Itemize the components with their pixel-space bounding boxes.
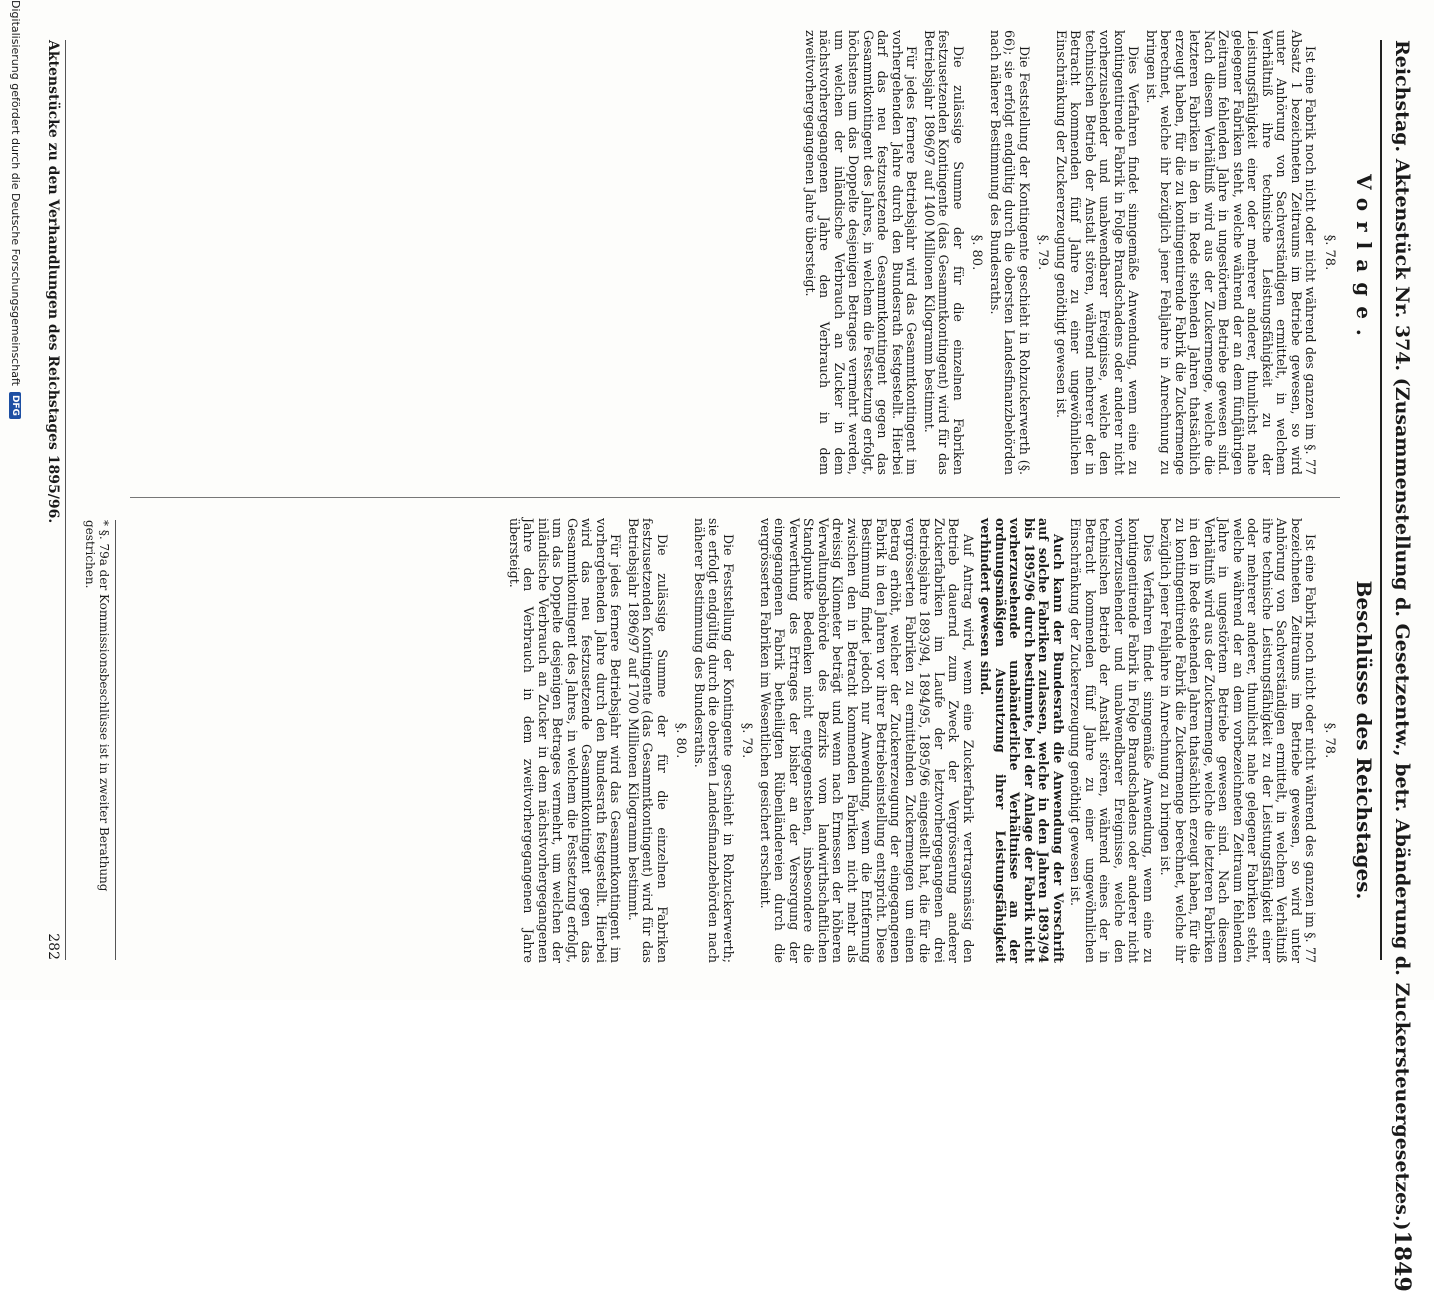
paragraph: Die Feststellung der Kontingente geschieht in Rohzuckerwerth (§. 66); sie erfolgt endgültig durch die obersten Landesfinanzbehörden nach näherer Bestimmung des Bundesraths. <box>988 30 1032 475</box>
section-heading: §. 78. <box>1322 722 1337 759</box>
page-header <box>1380 40 1422 1292</box>
section-heading: §. 80. <box>673 722 689 759</box>
paragraph: Dies Verfahren findet sinngemäße Anwendung, wenn eine zu kontingentirende Fabrik in Folge Brandschadens oder anderer nicht vorherzusehender und unabwendbarer Ereignisse, welche den technischen Betrieb der Anstalt stören, während mehrerer der in Betracht kommenden fünf Jahre zu einer ungewöhnlichen Einschränkung der Zuckererzeugung genöthigt gewesen ist. <box>1054 30 1142 475</box>
paragraph: Die zulässige Summe der für die einzelnen Fabriken festzusetzenden Kontingente (das Gesammtkontingent) wird für das Betriebsjahr 1896/97 auf 1700 Millionen Kilogramm bestimmt. <box>626 518 670 963</box>
dfg-logo-icon: DFG <box>10 392 22 419</box>
paragraph: Die Feststellung der Kontingente geschieht in Rohzuckerwerth; sie erfolgt endgültig durch die obersten Landesfinanzbehörden nach näherer Bestimmung des Bundesraths. <box>692 518 736 963</box>
paragraph-bold-amendment: Auch kann der Bundesrath die Anwendung der Vorschrift auf solche Fabriken zulassen, welche in den Jahren 1893/94 bis 1895/96 durch bestimmte, bei der Anlage der Fabrik nicht vorherzusehende unabänderliche Verhältnisse an der ordnungsmäßigen Ausnutzung ihrer Leistungsfähigkeit verhindert gewesen sind. <box>978 518 1066 963</box>
section-heading: §. 80. <box>969 234 985 271</box>
left-column-vorlage <box>800 30 1341 475</box>
paragraph: Dies Verfahren findet sinngemäße Anwendung, wenn eine zu kontingentirende Fabrik in Folge Brandschadens oder anderer nicht vorherzusehender und unabwendbarer Ereignisse, welche den technischen Betrieb der Anstalt stören, während eines der in Betracht kommenden fünf Jahre zu einer ungewöhnlichen Einschränkung der Zuckererzeugung genöthigt gewesen ist. <box>1068 518 1156 963</box>
footnote: * §. 79a der Kommissionsbeschlüsse ist in zweiter Berathung gestrichen. <box>83 520 116 960</box>
paragraph: Für jedes fernere Betriebsjahr wird das Gesammtkontingent im vorhergehenden Jahre durch den Bundesrath festgestellt. Hierbei darf das neu festzusetzende Gesammtkontingent gegen das Gesammtkontingent des Jahres, in welchem die Festsetzung erfolgt, höchstens um das Doppelte desjenigen Betrages vermehrt werden, um welchen der inländische Verbrauch an Zucker in dem nächstvorhergegangenen Jahre den Verbrauch in dem zweitvorhergegangenen Jahre übersteigt. <box>803 30 920 475</box>
header-page-number: 1849 <box>1389 1230 1415 1292</box>
footer-text: Aktenstücke zu den Verhandlungen des Reichstages 1895/96. <box>45 40 61 524</box>
section-heading: §. 79. <box>1035 234 1051 271</box>
footer-page-number: 282 <box>45 933 61 960</box>
paragraph: Ist eine Fabrik noch nicht oder nicht während des ganzen im §. 77 Absatz 1 bezeichneten Zeitraums im Betriebe gewesen, so wird unter Anhörung von Sachverständigen ermittelt, in welchem Verhältniß ihre technische Leistungsfähigkeit zu der Leistungsfähigkeit einer oder mehrerer anderer, thunlichst nahe gelegener Fabriken steht, welche während der an dem fünfjährigen Zeitraum fehlenden Jahre in ungestörtem Betriebe gewesen sind. Nach diesem Verhältniß wird aus der Zuckermenge, welche die letzteren Fabriken in den in Rede stehenden Jahren thatsächlich erzeugt haben, für die zu kontingentirende Fabrik die Zuckermenge berechnet, welche ihr bezüglich jener Fehljahre in Anrechnung zu bringen ist. <box>1144 30 1319 475</box>
digitization-label: Digitalisierung gefördert durch die Deutsche Forschungsgemeinschaft <box>9 0 22 386</box>
page-footer <box>41 40 66 960</box>
paragraph: Auf Antrag wird, wenn eine Zuckerfabrik vertragsmässig den Betrieb dauernd zum Zweck der Vergrösserung anderer Zuckerfabriken im Laufe der letztvorhergegangenen drei Betriebsjahre 1893/94, 1894/95, 1895/96 eingestellt hat, die für die vergrösserten Fabriken zu ermittelnden Zuckermengen um einen Betrag erhöht, welcher der Zuckererzeugung der eingegangenen Fabrik in den Jahren vor ihrer Betriebseinstellung entspricht. Diese Bestimmung findet jedoch nur Anwendung, wenn die Entfernung zwischen den in Betracht kommenden Fabriken nicht mehr als dreissig Kilometer beträgt und wenn nach Ermessen der höheren Verwaltungsbehörde des Bezirks vom landwirthschaftlichen Standpunkte Bedenken nicht entgegenstehen, insbesondere die Verwerthung des Ertrages der bisher an der Versorgung der eingegangenen Fabrik betheiligten Rübenländereien durch die vergrösserten Fabriken im Wesentlichen gesichert erscheint. <box>758 518 976 963</box>
right-column-heading: Beschlüsse des Reichstages. <box>1352 580 1376 900</box>
column-divider <box>130 497 1340 498</box>
digitization-credit <box>9 0 22 1000</box>
paragraph: Ist eine Fabrik noch nicht oder nicht während des ganzen im §. 77 bezeichneten Zeitraums im Betriebe gewesen, so wird unter Anhörung von Sachverständigen ermittelt, in welchem Verhältniß ihre technische Leistungsfähigkeit zu der Leistungsfähigkeit einer oder mehrerer anderer, thunlichst nahe gelegener Fabriken steht, welche während der an dem vorbezeichneten Zeitraum fehlenden Jahre in ungestörtem Betriebe gewesen sind. Nach diesem Verhältniß wird aus der Zuckermenge, welche die letzteren Fabriken in den in Rede stehenden Jahren thatsächlich erzeugt haben, für die zu kontingentirende Fabrik die Zuckermenge berechnet, welche ihr bezüglich jener Fehljahre in Anrechnung zu bringen ist. <box>1158 518 1319 963</box>
section-heading: §. 78. <box>1322 234 1337 271</box>
section-heading: §. 79. <box>739 722 755 759</box>
left-column-heading: Vorlage. <box>1352 174 1376 346</box>
paragraph: Die zulässige Summe der für die einzelnen Fabriken festzusetzenden Kontingente (das Gesammtkontingent) wird für das Betriebsjahr 1896/97 auf 1400 Millionen Kilogramm bestimmt. <box>922 30 966 475</box>
header-title: Reichstag. Aktenstück Nr. 374. (Zusammenstellung d. Gesetzentw., betr. Abänderung d. Zuckersteuergesetzes.) <box>1391 40 1413 1231</box>
paragraph: Für jedes fernere Betriebsjahr wird das Gesammtkontingent im vorhergehenden Jahre durch den Bundesrath festgestellt. Hierbei wird das neu festzusetzende Gesammtkontingent gegen das Gesammtkontingent des Jahres, in welchem die Festsetzung erfolgt, um das Doppelte desjenigen Betrages vermehrt, um welchen der inländische Verbrauch an Zucker in dem nächstvorhergegangenen Jahre den Verbrauch in dem zweitvorhergegangenen Jahre übersteigt. <box>507 518 624 963</box>
right-column-beschluesse <box>504 518 1341 963</box>
